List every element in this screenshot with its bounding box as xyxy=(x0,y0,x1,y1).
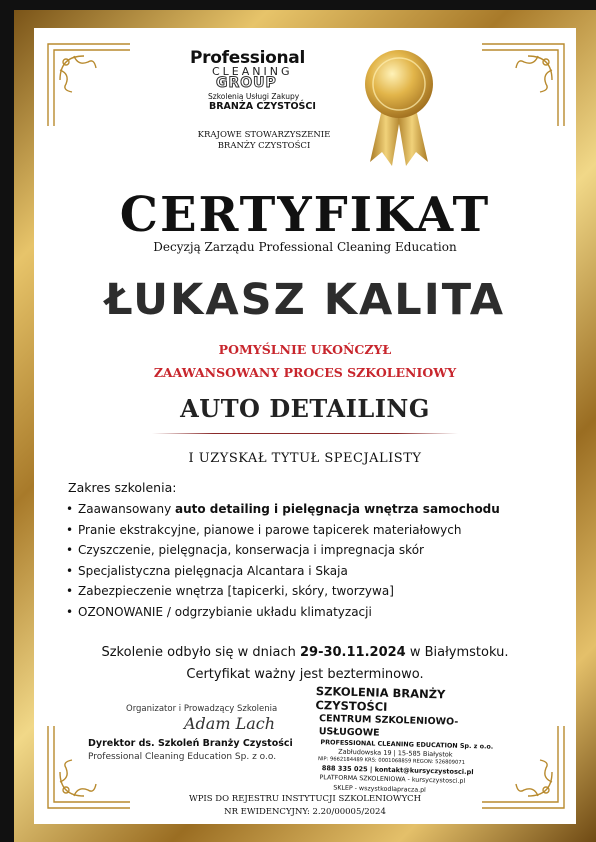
dates-value: 29-30.11.2024 xyxy=(299,645,406,660)
section-divider xyxy=(152,433,458,434)
registry-line-2: NR EWIDENCYJNY: 2.20/00005/2024 xyxy=(224,807,386,817)
corner-ornament-top-left xyxy=(44,40,134,130)
signatory-company: Professional Cleaning Education Sp. z o.o. xyxy=(88,752,277,762)
completion-line-1: POMYŚLNIE UKOŃCZYŁ xyxy=(218,342,392,357)
logo-text-services: Szkolenia Usługi Zakupy xyxy=(208,92,300,101)
association-line-2: BRANŻY CZYSTOŚCI xyxy=(217,141,311,151)
dates-prefix: Szkolenie odbyło się w dniach xyxy=(101,645,300,660)
certificate-subtitle: Decyzją Zarządu Professional Cleaning Education xyxy=(153,240,457,254)
stamp-line-2: CENTRUM SZKOLENIOWO-USŁUGOWE xyxy=(318,713,459,739)
scope-item: • Zabezpieczenie wnętrza [tapicerki, skóry, tworzywa] xyxy=(78,581,500,602)
scope-item xyxy=(78,499,500,520)
scope-item: • Specjalistyczna pielęgnacja Alcantara i Skaja xyxy=(78,561,500,582)
logo-text-professional: Professional xyxy=(190,48,305,68)
corner-ornament-top-right xyxy=(478,40,568,130)
title-awarded: I UZYSKAŁ TYTUŁ SPECJALISTY xyxy=(188,451,422,466)
handwritten-signature: Adam Lach xyxy=(184,714,276,733)
scope-list xyxy=(64,499,500,622)
stamp-line-8: SKLEP - wszystkodlapracza.pl xyxy=(333,784,426,794)
certificate-page xyxy=(34,28,576,824)
scope-item: • OZONOWANIE / odgrzybianie układu klimatyzacji xyxy=(78,602,500,623)
certificate-validity: Certyfikat ważny jest bezterminowo. xyxy=(186,667,424,682)
signatory-title: Dyrektor ds. Szkoleń Branży Czystości xyxy=(88,738,293,749)
stamp-line-4: Zabłudowska 19 | 15-585 Białystok xyxy=(338,747,453,759)
training-dates xyxy=(34,645,576,660)
company-logo xyxy=(190,48,340,112)
dates-suffix: w Białymstoku. xyxy=(405,645,509,660)
stamp-line-1: SZKOLENIA BRANŻY CZYSTOŚCI xyxy=(315,684,446,714)
logo-text-group: GROUP xyxy=(216,75,277,91)
scope-label: Zakres szkolenia: xyxy=(68,480,177,495)
stamp-line-6: 888 335 025 | kontakt@kursyczystosci.pl xyxy=(321,764,474,777)
completion-line-2: ZAAWANSOWANY PROCES SZKOLENIOWY xyxy=(153,365,457,380)
recipient-name: ŁUKASZ KALITA xyxy=(105,275,505,325)
association-name xyxy=(174,130,354,152)
gold-medal-icon xyxy=(354,40,444,170)
logo-text-industry: BRANŻA CZYSTOŚCI xyxy=(209,101,316,112)
logo-text-cleaning: CLEANING xyxy=(212,65,293,78)
stamp-line-7: PLATFORMA SZKOLENIOWA - kursyczystosci.pl xyxy=(319,774,466,785)
scope-item: • Czyszczenie, pielęgnacja, konserwacja i impregnacja skór xyxy=(78,540,500,561)
stamp-line-5: NIP: 9662184489 KRS: 0001068859 REGON: 526809071 xyxy=(317,756,465,766)
scope-item: • Pranie ekstrakcyjne, pianowe i parowe tapicerek materiałowych xyxy=(78,520,500,541)
stamp-line-3: PROFESSIONAL CLEANING EDUCATION Sp. z o.o. xyxy=(320,738,494,751)
scope-item-prefix: Zaawansowany xyxy=(78,502,175,516)
scope-item-bold: auto detailing i pielęgnacja wnętrza samochodu xyxy=(174,502,500,516)
association-line-1: KRAJOWE STOWARZYSZENIE xyxy=(197,130,331,140)
certificate-title: CERTYFIKAT xyxy=(119,187,491,243)
organizer-label: Organizator i Prowadzący Szkolenia xyxy=(126,704,278,714)
registry-line-1: WPIS DO REJESTRU INSTYTUCJI SZKOLENIOWYCH xyxy=(188,794,422,804)
company-stamp xyxy=(313,684,516,798)
course-name: AUTO DETAILING xyxy=(180,394,430,423)
